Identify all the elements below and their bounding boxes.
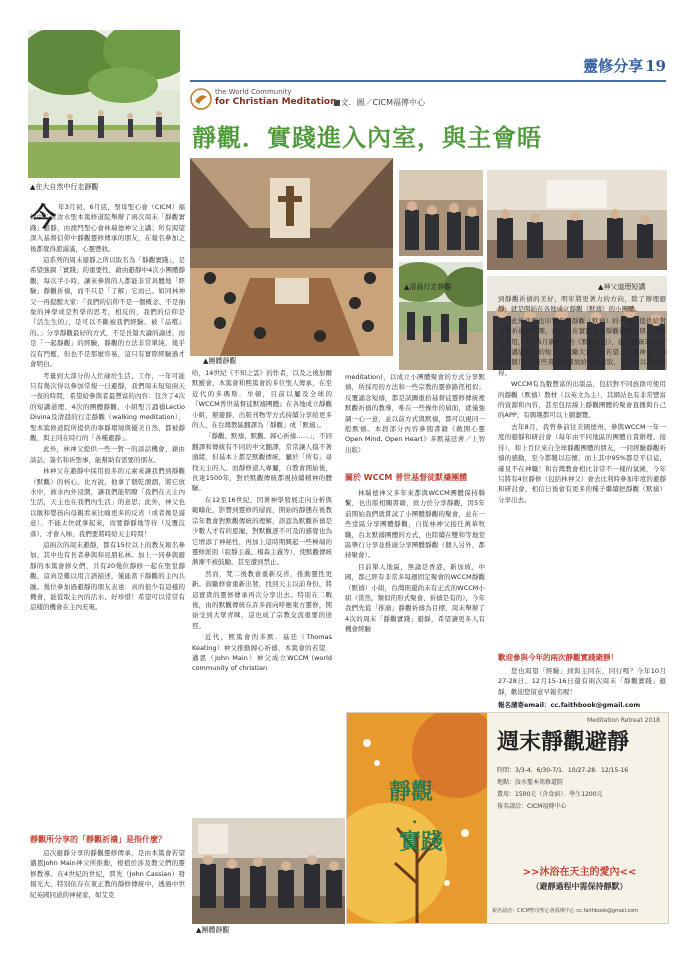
photo-chapel-group — [190, 158, 393, 356]
page-number: 19 — [645, 57, 666, 75]
poster-footer: 報名請洽：CICM聖母聖心會福傳中心 cc.faithbook@gmail.com — [492, 908, 639, 914]
logo-line1: the World Community — [215, 88, 292, 96]
col1-p5: 林神父在避靜中採用很多的元素來讓我們到靜觀（默觀）的核心。比方說，他拿了個乾涸涸，將它放水中，被水內外浸潤，讓我們能明瞭「我們在天主內生活，天主也在我們內生活」的意思；此外，神父也以飯和嬰孩向母親看來比喻更多的反省（或者像是滿意）、不能太快就拿起來，而要靜靜地等待（反覆沒落），才會入味，我們要將時給天主時間！ — [30, 467, 185, 538]
col2-p4: 然而，梵二後教會重新反省，推動靈性更新。鼓勵修會重新出發，找回天主以前身份，將這寶貴的靈修傳承再次分享出去。特別在二戰後，由的默觀傳統在許多面向呼應東方靈修，開始受到大眾青睞，這也成了宗教交流重要的途徑。 — [192, 569, 332, 630]
caption-morning-walk: ▲清晨行走靜觀 — [404, 283, 452, 291]
section-header — [556, 55, 666, 79]
col1-p6: 這兩次的周末避靜，都有15位以上的教友報名參加，其中也有長者參與和見朋私林。加上一同參與避靜的本篤會修女們，共有20幾位靜修一起在聖堂靜觀，這真是難以用言語描述，僅能當下靜觀的主內共融。幾位參加過避靜的朋友表達：真的很少有這樣的機會，能從取主內的活水、好珍惜！希望可以常常有這樣的機會在主內充電。 — [30, 541, 185, 612]
wccm-logo — [190, 86, 337, 112]
article-col1 — [30, 202, 185, 824]
col3-p3: 目前單人地區，無論是香港、新加坡、中國，都已經有非常多每週固定聚會的WCCM靜觀（默禱）小組，台灣則還尚未有正式的WCCM小組（當然，類似的形式聚會、祈禱是有的），今年我們先從「推廣」靜觀祈禱為目標，周末舉辦了4次的周末「靜觀實踐」避靜，希望讓更多人有機會經驗 — [345, 562, 485, 634]
poster-banner — [497, 863, 662, 897]
dropcap: 今 — [30, 203, 57, 233]
photo-right-top-right — [487, 170, 667, 270]
col4-p5: 您也渴望「經驗」到與主同在，同行嗎？今年10月27-28日、12月15-16日還有兩次周末「靜觀實踐」避靜，歡迎您留意早報名喔！ — [498, 667, 666, 696]
photo-group-meditation-2 — [192, 818, 345, 924]
col1b-text: 這次避靜分享的靜觀靈修傳承，是由本篤會若望邁恩John Main神父所推動，根植於涉及教父們的靈修教導。在4世紀的世紀，賈先（John Cassian）發揚光大，特別依存在東正教的靜修傳統中，透過中世紀英國同道的神秘家，如艾克 — [30, 849, 185, 899]
col2-p3: 在12至16世紀，因著神學發展走向分析與範疇化，影響到靈修的層面，開始的靜態在後教宗年教會對默觀傳統的理解，誤認為默觀祈禱是少數人才有的恩寵，對默觀逐不可及的感覺也為它增添了神秘性，再加上這時期興起一些極端的靈修派別（寂靜主義、楊森主義等），使默觀傳統漸漸不被鼓勵，甚至遭到禁止。 — [192, 495, 332, 567]
poster-banner1: >>沐浴在天主的愛內<< — [522, 867, 637, 878]
col4-p1: 到靜觀祈禱的美好，明年將更著力的方向，除了辦理避靜，就是開始在各地成立靜觀（默禱）的小團體。 — [498, 295, 666, 314]
poster-line1: 時間：3/3-4．6/30-7/1．10/27-28．12/15-16 — [497, 767, 629, 774]
col2-p5: 近代，熙篤會的多默．基廷（Thomas Keating）神父推動歸心祈禱，本篤會的若望．邁恩（John Main）神父成立WCCM (world community of christian — [192, 633, 332, 673]
caption-chapel-group: ▲團體靜觀 — [203, 357, 237, 365]
caption-group-meditation-2: ▲團體靜觀 — [196, 926, 230, 934]
col1-p2: 這系列的周末避靜之所以取名為「靜觀實踐」，是希望強調「實踐」的重要性，藉由避靜中4次小團體靜觀，每次半小時，讓來參與的人都能非常具體地「經驗」靜觀祈禱，而不只是「了解」它而已。如同林神父一再提醒大家：「我們的信仰不是一個概念、不是抽象的神學或是哲學的思考，相反的，我們的信仰是『活生生的』，是可以不斷被我們經驗、被『品嚐』的。」分享靜觀最好的方式，不是長篇大論的論述，而是「一起靜觀」的經驗，靜觀的方法非常單純，幾乎沒有門檻，但也不是那麼容易，這只有實際經驗過才會明白。 — [30, 256, 185, 369]
article-col2 — [192, 368, 332, 810]
poster-info — [497, 765, 662, 813]
photo-right-top-left — [399, 170, 483, 256]
poster-big-text2: ． — [412, 807, 430, 828]
poster-line4: 報名請洽：CICM福傳中心 — [497, 803, 567, 810]
article-col3b — [345, 488, 485, 710]
dove-icon — [190, 88, 212, 110]
col4-p3: WCCM有為數豐富的出版品，包括對不同族群可使用的靜觀（默禱）教材（以英文為主），其網站也有非常豐富的資源和內容，甚至包括線上靜觀團體的聚會直播與自己的APP，有興趣都可以上網瀏覽。 — [498, 380, 666, 420]
col3-p1: meditation)，以成立小團體聚會的方式分享默禱，所採用的方法和一些宗教的靈修路徑相似；反覆誦念短禱，都是試圖重拾基督徒靈修傳統裡默觀祈禱的教導，唯在一些操作的層面，就僅強調一心一意，並以前方式與默禱，都可以視同一般默禱。本段部分內容參閱書籍《敞開心靈Open Mind, Open Heart》多默基廷著／上智出版） — [345, 373, 485, 454]
article-col4 — [498, 294, 666, 652]
logo-line2: for Christian Meditation — [215, 97, 337, 107]
subhead-meditation-prayer: 靜觀所分享的「靜觀祈禱」是指什麼？ — [30, 835, 166, 844]
col2-p2: 「靜觀、默禱、默觀、歸心祈禱……」，不同翻譯和傳統有不同的中文翻譯，常常讓人摸不著頭緒，但基本上都是默觀傳統，屬於「所有」尋找天主的人。而靜修道人專屬，自教會開始後，長達1500年，對於默觀傳統都視持續精神的體驗。 — [192, 432, 332, 493]
subhead-welcome: 歡迎參與今年的兩次靜觀實踐避靜！ — [498, 653, 618, 662]
poster-big-text1: 靜觀 — [389, 780, 434, 805]
article-col1b — [30, 848, 185, 950]
poster-line2: 地點：汝水聖本篤修道院 — [497, 779, 564, 786]
col4-p4: 去年8月，我曾參前往美國德州，參與WCCM一年一度的避靜和研討會（每年由不同地區的團體自責辦理、接待），和上百位來自全球靜觀團體的朋友，一同經驗靜觀祈禱的感動，至今都難以忘懷，而上其中95%都是平信徒，確見不在神職！和台灣教會相比非常不一樣的氣圍，今年只將有4位靜修（包括林神父）會去比利時參加年度的避靜和研討會，相信日後會有更多的種子繼續把靜觀（默禱）分享出去。 — [498, 422, 666, 504]
section-title: 靈修分享 — [583, 57, 644, 75]
article-credit: ■文．圖／CICM福傳中心 — [333, 98, 425, 107]
poster-retreat-title: 週末靜觀避靜 — [497, 729, 630, 755]
photo-nature-walk — [28, 30, 180, 178]
poster-banner2: （避靜過程中需保持靜默） — [531, 882, 628, 891]
subhead-about-wccm: 關於 WCCM 普世基督徒默禱團體 — [345, 473, 468, 482]
signup-email[interactable]: 報名請寄email：cc.faithbook@gmail.com — [498, 701, 641, 709]
col3-p2: 林瑞德神父多年來都與WCCM團體保持聯繫，也出版相關書籍，致力於分享靜觀，因5年前開始我們就嘗試了小團體靜觀的聚會，並在一些堂區分享團體靜觀，自從林神父接任萬華牧職，台北默禱團體的方式，也陸續在雙和等地堂區舉行分享並推廣分享團體靜觀（個人另外，都持聚會）。 — [345, 489, 485, 560]
headline: 靜觀．實踐進入內室，與主會晤 — [192, 124, 542, 152]
caption-nature-walk: ▲在大自然中行走靜觀 — [30, 183, 99, 191]
col1-p1: 年3月初、6月底，聖母聖心會（CICM）福傳中心在汝水聖本篤修道院舉辦了兩次周末「靜觀實踐」避靜，由澳門聖心會林瑞德神父主講；所有渴望深入基督信仰中靜觀靈修傳承的朋友，在報名參加之後都覺得愿滿滿，心靈豐收。 — [30, 203, 185, 253]
caption-priest-talk: ▲神父道理短講 — [598, 283, 646, 291]
col4-p2: 此外我們也印製若干靜觀（默禱）的小冊，提供給對靜觀祈禱有興趣，或是已在實踐每日靜觀祈禱的朋友們參考使用，今年5月新出刊的《默禱日日》，就是收錄31篇若望．邁恩神父的短文，鼓勵大家「和若望．邁恩神父一同靜觀個月」，這些書刊都開放給大家索取，並自由以香款取得。 — [498, 316, 666, 377]
retreat-poster — [346, 712, 669, 924]
header-rule — [190, 80, 666, 82]
col1-p4: 此外，林神父提供一些一對一的談話機會，藉由談話、簽名和祈聖事，能幫助有需要的朋友。 — [30, 445, 185, 464]
col1-p3: 考量到大部分的人忙碌於生活、工作，一年可能只有幾次得以參加常規一日避靜，我們周末短短兩天一夜的時間，希望給參與者最豐富的內容：包含了4次的短講道理、4次的團體靜觀、小組聖言誦禱Lectio Divina及清晨的行走靜觀（walking meditation），聖本篤修道院所提供的寧靜環境與優美自然，都被靜觀、與主同在時行的「各種避靜」。 — [30, 371, 185, 442]
poster-retreat-sub: Meditation Retreat 2018 — [587, 717, 660, 724]
photo-morning-walk — [399, 262, 483, 370]
poster-big-text3: 實踐 — [399, 830, 444, 855]
article-col4b — [498, 666, 666, 698]
article-col3 — [345, 372, 485, 464]
poster-line3: 費用：1500元（含食宿）．學生1200元 — [497, 791, 603, 798]
col2-p1: 哈，14世紀《不知之雲》的作者，以及之後加爾默羅會、本篤會和熙篤會的多位聖人傳承，在至近代的多瑪斯．牟頓，目前以屬及全球的『WCCM普世基督徒默禱團體』在各地成立靜觀小組，辦避靜，出版刊物等方式持續分享給更多的人，在台灣教區翻譯為「靜觀」或「默禱」。 — [192, 369, 332, 430]
